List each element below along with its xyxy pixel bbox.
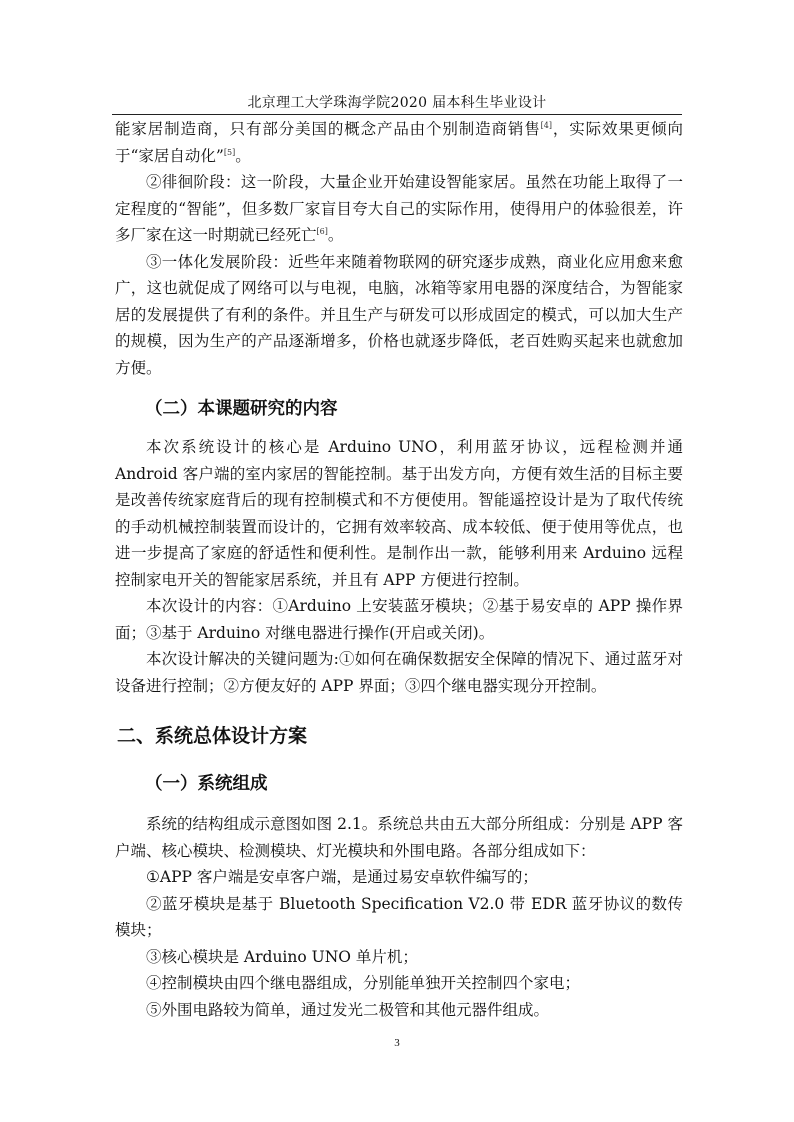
paragraph-integration-stage: ③一体化发展阶段：近些年来随着物联网的研究逐步成熟，商业化应用愈来愈广，这也就促成了网络可以与电视，电脑，冰箱等家用电器的深度结合，为智能家居的发展提供了有利的条件。并且生产与研发可以形成固定的模式，可以加大生产的规模，因为生产的产品逐渐增多，价格也就逐步降低，老百姓购买起来也就愈加方便。: [115, 252, 683, 377]
header-rule: [112, 114, 682, 115]
paragraph-key-problems: 本次设计解决的关键问题为:①如何在确保数据安全保障的情况下、通过蓝牙对设备进行控制；②方便友好的 APP 界面；③四个继电器实现分开控制。: [115, 650, 683, 695]
list-item-peripheral-circuit: ⑤外围电路较为简单，通过发光二极管和其他元器件组成。: [146, 1000, 550, 1019]
paragraph-design-content: 本次设计的内容：①Arduino 上安装蓝牙模块；②基于易安卓的 APP 操作界面；③基于 Arduino 对继电器进行操作(开启或关闭)。: [115, 597, 683, 642]
page-number: 3: [394, 1037, 400, 1049]
section-heading-system-composition: （一）系统组成: [145, 774, 268, 794]
list-item-bluetooth-module: ②蓝牙模块是基于 Bluetooth Specification V2.0 带 EDR 蓝牙协议的数传模块；: [115, 894, 683, 939]
list-item-control-module: ④控制模块由四个继电器组成，分别能单独开关控制四个家电；: [146, 974, 581, 992]
body-content: [115, 116, 683, 1023]
section-heading-research-content: （二）本课题研究的内容: [145, 399, 338, 419]
citation-ref: [5]: [223, 147, 236, 157]
chapter-heading-overall-design: 二、系统总体设计方案: [117, 725, 308, 747]
paragraph-system-core: 本次系统设计的核心是 Arduino UNO，利用蓝牙协议，远程检测并通 Android 客户端的室内家居的智能控制。基于出发方向，方便有效生活的目标主要是改善传统家庭背后的现有控制模式和不方便使用。智能遥控设计是为了取代传统的手动机械控制装置而设计的，它拥有效率较高、成本较低、便于使用等优点，也进一步提高了家庭的舒适性和便利性。是制作出一款，能够利用来 Arduino 远程控制家电开关的智能家居系统，并且有 APP 方便进行控制。: [115, 438, 683, 589]
list-item-core-module: ③核心模块是 Arduino UNO 单片机；: [146, 947, 418, 966]
citation-ref: [6]: [316, 226, 328, 236]
paragraph-structure: 系统的结构组成示意图如图 2.1。系统总共由五大部分所组成：分别是 APP 客户端、核心模块、检测模块、灯光模块和外围电路。各部分组成如下：: [115, 815, 683, 860]
page-header: 北京理工大学珠海学院2020 届本科生毕业设计: [247, 95, 547, 111]
paragraph-wandering-stage: ②徘徊阶段：这一阶段，大量企业开始建设智能家居。虽然在功能上取得了一定程度的“智能”，但多数厂家盲目夸大自己的实际作用，使得用户的体验很差，许多厂家在这一时期就已经死亡[6]。: [115, 173, 683, 244]
list-item-app-client: ①APP 客户端是安卓客户端，是通过易安卓软件编写的；: [146, 868, 538, 886]
citation-ref: [4]: [540, 120, 553, 130]
paragraph-intro: 能家居制造商，只有部分美国的概念产品由个别制造商销售[4]，实际效果更倾向于“家居自动化”[5]。: [115, 120, 683, 165]
